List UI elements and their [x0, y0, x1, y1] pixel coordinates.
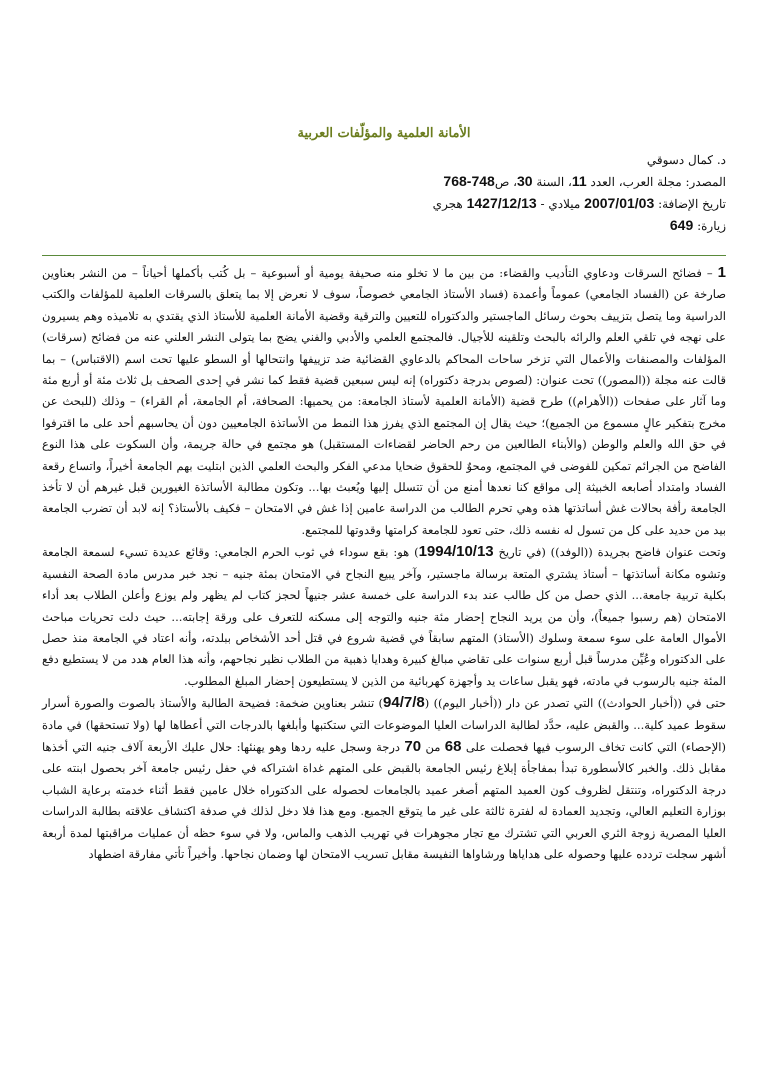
source-year-label: ، السنة: [536, 175, 572, 189]
article-body: [42, 262, 726, 865]
author-line: د. كمال دسوقي: [646, 153, 726, 167]
article-title: الأمانة العلمية والمؤلّفات العربية: [297, 126, 471, 141]
source-line: [246, 171, 726, 193]
date-gregorian: 2007/01/03: [584, 195, 655, 211]
highlight-number: 70: [404, 737, 422, 755]
date-hijri-suffix: هجري: [432, 197, 463, 211]
paragraph-text: من: [421, 739, 445, 754]
paragraph-2: [42, 541, 726, 692]
paragraph-text: درجة وسجل عليه ردها وهو يهنئها: حلال عليك الأربعة آلاف جنيه التي أخذها مقابل ذلك. والخبر كالأسطورة تبدأ بمفاجأة إبلاغ رئيس الجامعة بالقبض على المتهم غداة اشتراكه في حفل رئيس جامعة آخر بحصول ابنته على درجة الدكتوراه، وتنتقل لظروف كون العميد المتهم أصغر عميد بالجامعات لحصوله على الدكتوراه خلال عامين فقط أثناء خدمته برعاية الشباب بوزارة التعليم العالي، وتجديد العمادة له لفترة ثالثة على غير ما يتوقع الجميع. ومع هذا فلا دخل لذلك في صدفة اكتشاف علاقته بطالبة الدراسات العليا المصرية زوجة الثري العربي التي تشترك مع تجار مجوهرات في تهريب الذهب والماس، ولا في سوء حظه أن عمليات مراقبتها لمدة أربعة أشهر سجلت تردده عليها وحصوله على هداياها ورشاواها النفيسة مقابل تسريب الامتحان لها وضمان نجاحها. وأخيراً تأتي مفارقة اضطهاد: [42, 739, 726, 861]
paragraph-text: وتحت عنوان فاضح بجريدة ((الوفد)) (في تاريخ: [493, 545, 726, 560]
highlight-number: 68: [444, 737, 462, 755]
paragraph-1: [42, 262, 726, 541]
highlight-date: 94/7/8: [383, 694, 425, 712]
paragraph-text: ) تنشر بعناوين ضخمة: فضيحة الطالبة والأستاذ بالصوت والصورة أسرار سقوط عميد كلية... والقبض عليه، حدَّد لطالبة الدراسات العليا الموضوعات التي ستكتبها وأبلغها بالدرجات التي أعطاها لها (ولا تستحقها) في مادة (الإحصاء) التي كانت تخاف الرسوب فيها فحصلت على: [42, 696, 726, 754]
date-line: [246, 193, 726, 215]
source-pages-label: ، ص: [494, 175, 518, 189]
paragraph-text: حتى في ((أخبار الحوادث)) التي تصدر عن دار ((أخبار اليوم)) (: [424, 696, 726, 711]
divider: [42, 255, 726, 256]
paragraph-3: [42, 692, 726, 865]
visits-line: [246, 215, 726, 237]
article-meta: [246, 150, 726, 237]
source-year: 30: [517, 173, 533, 189]
visits-label: زيارة:: [697, 219, 726, 233]
date-hijri: 1427/12/13: [466, 195, 537, 211]
paragraph-number: 1: [717, 264, 726, 281]
source-issue: 11: [571, 173, 587, 189]
visits-count: 649: [669, 217, 694, 233]
source-label: المصدر: مجلة العرب، العدد: [590, 175, 726, 189]
date-label: تاريخ الإضافة:: [658, 197, 726, 211]
highlight-date: 1994/10/13: [418, 543, 494, 561]
paragraph-text: – فضائح السرقات ودعاوي التأديب والقضاء: من بين ما لا تخلو منه صحيفة يومية أو أسبوعية – بل كُتب بأكملها أحياناً – من النشر بعناوين صارخة عن (الفساد الجامعي) عموماً وأعمدة (فساد الأستاذ الجامعي خصوصاً، سوف لا نعرض إلا بما يتعلق بالسرقات العلمية للمؤلفات والكتب الدراسية وما يتصل بتزييف بحوث رسائل الماجستير والدكتوراه للتعيين والترقية وقضية الأمانة العلمية للأستاذ الذي يقتدي به تلاميذه وهم يسيرون على نهجه في تلقي العلم والرائه بالبحث وتلقينه للأجيال. فالمجتمع العلمي والأدبي والفني يضج بما يتولى النشر العلني عنه من فضائح (سرقات) المؤلفات والمصنفات والأعمال التي تزخر ساحات المحاكم بالدعاوي القضائية ضد تزييفها وانتحالها أو السطو عليها تحت اسم (الاقتباس) – بما قالت عنه مجلة ((المصور)) تحت عنوان: (لصوص بدرجة دكتوراه) إنه ليس سبعين قضية فقط كما نشر في إحدى الصحف بل ثلاث مئة أو أربع مئة وما آثار على صفحات ((الأهرام)) طرح قضية (الأمانة العلمية لأستاذ الجامعة: من يحميها: الصحافة، أم الجامعة، أم القراء) – وذلك (للبحث عن مخرج بتفكير عالٍ مسموع من الجميع)؛ حيث يقال إن المجتمع الذي يفرز هذا النمط من الأساتذة الجامعيين دون أن يحاسبهم أحد على ما اقترفوا في حق الله والعلم والوطن (والأبناء الطالعين من رحم الحاضر لقضاءات المستقبل) هو مجتمع في حالة جريمة، وأن السكوت على هذا النوع الفاضح من الجرائم تمكين للفوضى في المجتمع، ومحوٌ للحقوق ضحايا مدعي الفكر والبحث العلمي الذين ابتليت بهم الجامعة أخيراً، واتساع رقعة الفساد وامتداد أصابعه الخبيثة إلى مواقع كنا نعدها أمنع من أن تتسلل إليها ويُعبث بها... وتكون مطالبة الأساتذة الغيورين قبل غيرهم أن لا تأخذ الجامعة رأفة بحالات غش أساتذتها هذه وهي تحرم الطالب من الدراسة عامين إذا غش في الامتحان – فكيف بالأستاذ؟ إنه لابد أن تضرب الجامعة بيد من حديد على كل من تسول له نفسه ذلك، حتى تعود للجامعة كرامتها وقدوتها للمجتمع.: [42, 266, 726, 537]
source-pages: 748-768: [443, 173, 495, 189]
paragraph-text: ) هو: بقع سوداء في ثوب الحرم الجامعي: وقائع عديدة تسيء لسمعة الجامعة وتشوه مكانة أساتذتها – أستاذ يشتري المتعة برسالة ماجستير، وآخر يبيع النجاح في الامتحان بمئة جنيه – نجد خبر مدرس مادة الصحة النفسية بكلية تربية جامعة... الذي حصل من كل طالب عند بدء الدراسة على خمسة عشر جنيهاً لحجز كتاب لم يظهر ولم يوزع وأعلن الطلاب بعد أداء الامتحان (هم رسبوا جميعاً)، وأن من يريد النجاح إحضار مئة جنيه والتوجه إلى مسكنه للتعرف على ورقة إجابته... حيث دلت تحريات مباحث الأموال العامة على سوء سمعة وسلوك (الأستاذ) المتهم سابقاً في قضية شروع في قتل أحد الأشخاص ببلدته، وأنه اعتاد في الجامعة منذ حصل على الدكتوراه وعُيِّن مدرساً قبل أربع سنوات على تقاضي مبالغ كبيرة وهدايا ذهبية من الطلاب نظير نجاحهم، وأنه هذا العام هدد من لا يستطيع دفع المئة جنيه بالرسوب في مادته، فهو يقبل ساعات يد وأجهزة كهربائية من الذين لا يستطيعون إحضار المبلغ المطلوب.: [42, 545, 726, 688]
date-gregorian-suffix: ميلادي -: [540, 197, 581, 211]
